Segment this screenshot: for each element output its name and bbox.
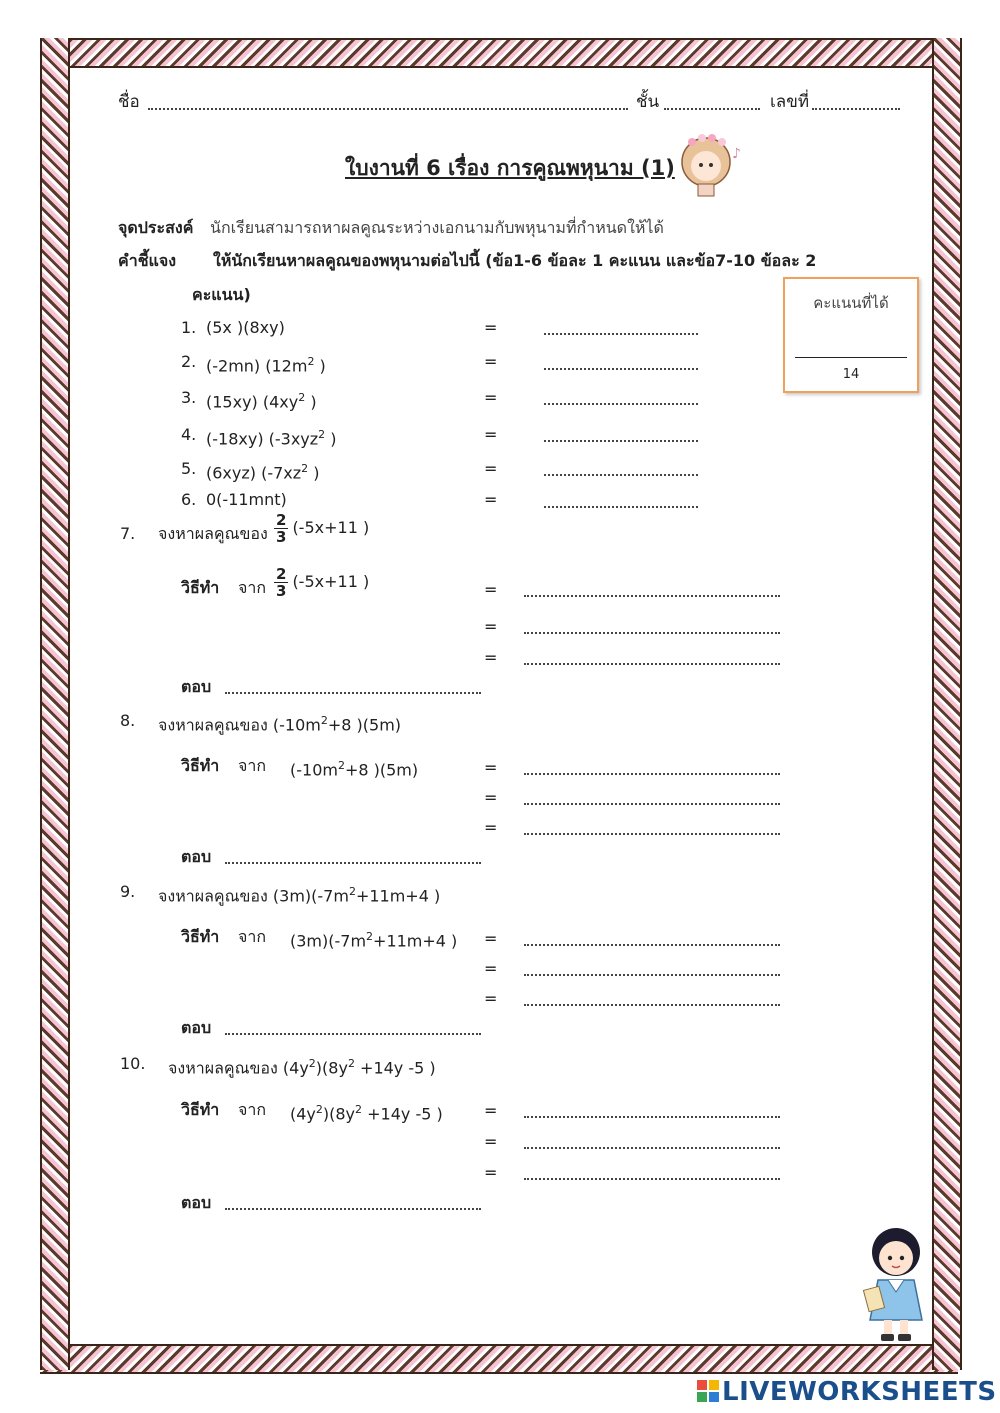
decorative-border-right — [932, 38, 962, 1370]
working-line[interactable] — [524, 595, 780, 597]
equals-sign: = — [484, 352, 498, 371]
item-number: 1. — [181, 318, 197, 337]
score-box — [783, 277, 919, 393]
working-line[interactable] — [524, 1178, 780, 1180]
decorative-border-top — [40, 38, 958, 68]
equals-sign: = — [484, 490, 498, 509]
number-field[interactable] — [812, 108, 900, 110]
equals-sign: = — [484, 388, 498, 407]
item-number: 5. — [181, 459, 197, 478]
working-line[interactable] — [524, 803, 780, 805]
question-number: 10. — [120, 1054, 146, 1073]
objective-text: นักเรียนสามารถหาผลคูณระหว่างเอกนามกับพหุนามที่กำหนดให้ได้ — [210, 218, 664, 237]
score-label: คะแนนที่ได้ — [813, 294, 889, 312]
equals-sign: = — [484, 1132, 498, 1151]
equals-sign: = — [484, 758, 498, 777]
answer-field[interactable] — [544, 440, 698, 442]
item-expression: $(3m)(-7m^2+11m+4$ ) — [290, 930, 458, 951]
answer-label: ตอบ — [181, 1193, 212, 1212]
method-label: วิธีทำ — [181, 578, 220, 597]
question-prompt: จงหาผลคูณของ — [158, 524, 268, 543]
method-label: วิธีทำ — [181, 756, 220, 775]
name-field[interactable] — [148, 108, 628, 110]
equals-sign: = — [484, 580, 498, 599]
answer-field[interactable] — [544, 506, 698, 508]
question-number: 9. — [120, 882, 136, 901]
item-expression: (6xyz) ($-7xz^2$ ) — [206, 462, 320, 483]
answer-field[interactable] — [225, 862, 481, 864]
from-label: จาก — [238, 578, 267, 597]
decorative-border-left — [40, 38, 70, 1370]
answer-label: ตอบ — [181, 677, 212, 696]
working-line[interactable] — [524, 632, 780, 634]
equals-sign: = — [484, 648, 498, 667]
answer-label: ตอบ — [181, 847, 212, 866]
equals-sign: = — [484, 989, 498, 1008]
item-expression: (15xy) ($4xy^2$ ) — [206, 391, 317, 412]
item-expression: 0(-11mnt) — [206, 490, 287, 509]
question-number: 7. — [120, 524, 136, 543]
equals-sign: = — [484, 617, 498, 636]
from-label: จาก — [238, 927, 267, 946]
item-expression: (-18xy) (-3xyz$^2$ ) — [206, 428, 337, 449]
from-label: จาก — [238, 1100, 267, 1119]
page-title: ใบงานที่ 6 เรื่อง การคูณพหุนาม (1) — [345, 156, 675, 180]
number-label: เลขที่ — [770, 92, 810, 112]
working-line[interactable] — [524, 944, 780, 946]
instruction-text-cont: คะแนน) — [192, 285, 251, 304]
question-prompt: จงหาผลคูณของ $(3m)(-7m^2+11m+4$ ) — [158, 885, 441, 906]
item-number: 3. — [181, 388, 197, 407]
equals-sign: = — [484, 1101, 498, 1120]
fraction-expression: $\frac{2}{3}$ (-5x+11 ) — [276, 511, 370, 546]
fraction: $\frac{2}{3}$ — [276, 565, 287, 600]
item-expression: ($-10m^2+8$ )(5m) — [290, 759, 419, 780]
item-expression: $(4y^2)(8y^2 +14y$ -5 ) — [290, 1103, 443, 1124]
working-line[interactable] — [524, 974, 780, 976]
method-label: วิธีทำ — [181, 927, 220, 946]
class-field[interactable] — [664, 108, 760, 110]
equals-sign: = — [484, 788, 498, 807]
girl-flower-crown-illustration — [670, 126, 750, 198]
equals-sign: = — [484, 318, 498, 337]
brand-logo-text: LIVEWORKSHEETS — [722, 1377, 997, 1407]
objective-label: จุดประสงค์ — [118, 218, 194, 237]
item-expression: (-2mn) ($12m^2$ ) — [206, 355, 326, 376]
answer-label: ตอบ — [181, 1018, 212, 1037]
working-line[interactable] — [524, 773, 780, 775]
score-divider — [795, 357, 907, 358]
item-number: 4. — [181, 425, 197, 444]
item-number: 2. — [181, 352, 197, 371]
fraction-expression: $\frac{2}{3}$ (-5x+11 ) — [276, 565, 370, 600]
equals-sign: = — [484, 929, 498, 948]
working-line[interactable] — [524, 1004, 780, 1006]
question-prompt: จงหาผลคูณของ $(4y^2)(8y^2 +14y$ -5 ) — [168, 1057, 436, 1078]
instruction-text: ให้นักเรียนหาผลคูณของพหุนามต่อไปนี้ (ข้อ1-6 ข้อละ 1 คะแนน และข้อ7-10 ข้อละ 2 — [213, 251, 817, 270]
instruction-label: คำชี้แจง — [118, 251, 177, 270]
working-line[interactable] — [524, 833, 780, 835]
svg-text:♪: ♪ — [732, 146, 741, 162]
equals-sign: = — [484, 425, 498, 444]
equals-sign: = — [484, 959, 498, 978]
name-label: ชื่อ — [118, 92, 140, 112]
working-line[interactable] — [524, 1147, 780, 1149]
question-prompt: จงหาผลคูณของ ($-10m^2+8$ )(5m) — [158, 714, 402, 735]
item-expression: (5x )(8xy) — [206, 318, 285, 337]
item-number: 6. — [181, 490, 197, 509]
answer-field[interactable] — [544, 403, 698, 405]
working-line[interactable] — [524, 663, 780, 665]
from-label: จาก — [238, 756, 267, 775]
question-number: 8. — [120, 711, 136, 730]
score-total: 14 — [842, 367, 860, 382]
schoolgirl-illustration — [856, 1222, 936, 1344]
equals-sign: = — [484, 459, 498, 478]
answer-field[interactable] — [544, 368, 698, 370]
answer-field[interactable] — [225, 1208, 481, 1210]
liveworksheets-logo-icon — [697, 1380, 719, 1402]
answer-field[interactable] — [544, 333, 698, 335]
method-label: วิธีทำ — [181, 1100, 220, 1119]
working-line[interactable] — [524, 1116, 780, 1118]
answer-field[interactable] — [225, 692, 481, 694]
class-label: ชั้น — [636, 92, 660, 112]
answer-field[interactable] — [544, 474, 698, 476]
answer-field[interactable] — [225, 1033, 481, 1035]
equals-sign: = — [484, 818, 498, 837]
equals-sign: = — [484, 1163, 498, 1182]
decorative-border-bottom — [40, 1344, 958, 1374]
fraction: $\frac{2}{3}$ — [276, 511, 287, 546]
